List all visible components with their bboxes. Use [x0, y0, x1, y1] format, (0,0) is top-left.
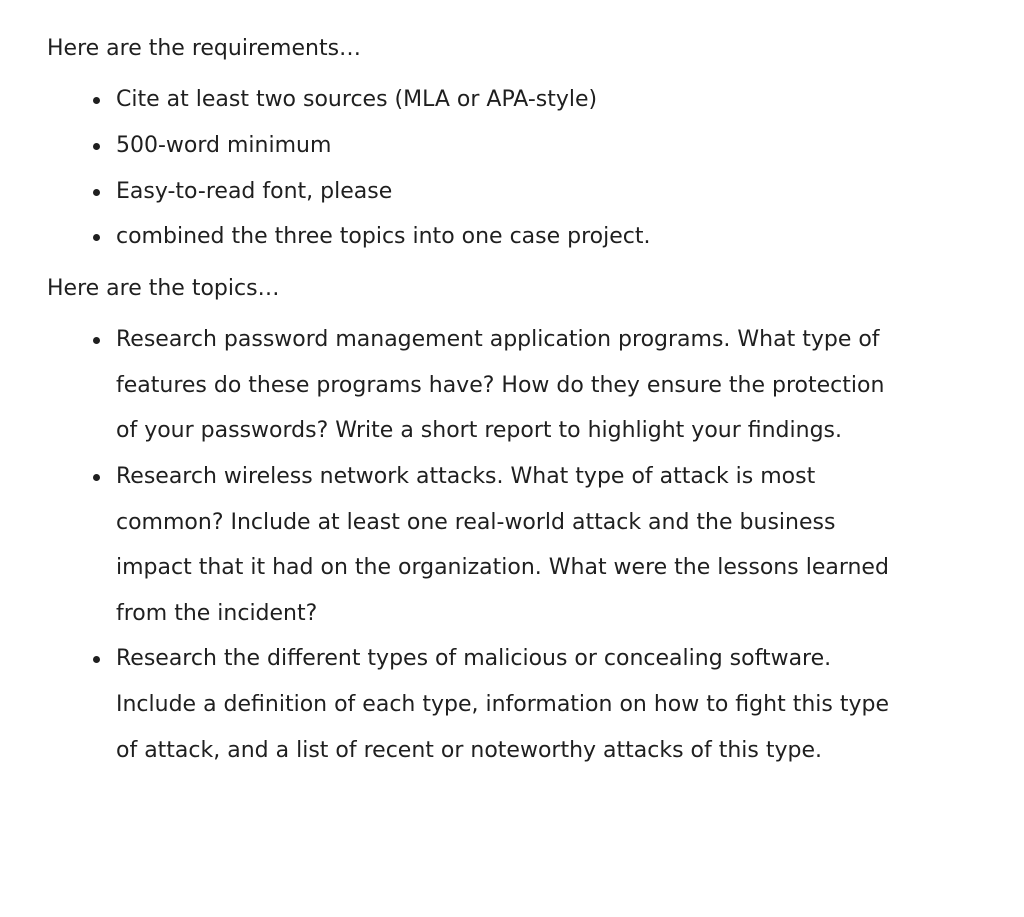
- list-item: [47, 77, 927, 123]
- bullet-icon: [93, 189, 100, 196]
- requirement-text: combined the three topics into one case project.: [116, 224, 651, 250]
- list-item: [47, 169, 927, 215]
- bullet-icon: [93, 656, 100, 663]
- bullet-icon: [93, 337, 100, 344]
- topic-text: Research wireless network attacks. What type of attack is most common? Include at least one real-world attack and the business impact that it had on the organization. What were the lessons learned from the incident?: [116, 463, 889, 626]
- requirement-text: Cite at least two sources (MLA or APA-style): [116, 87, 598, 112]
- requirements-heading: Here are the requirements…: [47, 36, 362, 61]
- bullet-icon: [93, 143, 100, 150]
- topics-list: [47, 317, 927, 773]
- topic-text: Research the different types of malicious or concealing software. Include a definition of each type, information on how to fight this type of attack, and a list of recent or noteworthy attacks of this type.: [116, 646, 889, 763]
- requirement-text: 500-word minimum: [116, 132, 332, 158]
- bullet-icon: [93, 97, 100, 104]
- list-item: [47, 636, 896, 773]
- bullet-icon: [93, 234, 100, 241]
- bullet-icon: [93, 474, 100, 481]
- list-item: [47, 214, 927, 260]
- list-item: [47, 454, 896, 636]
- list-item: [47, 317, 896, 454]
- topic-text: Research password management application programs. What type of features do these programs have? How do they ensure the protection of your passwords? Write a short report to highlight your findings.: [116, 327, 885, 444]
- topics-heading: Here are the topics…: [47, 276, 280, 302]
- list-item: [47, 123, 927, 169]
- requirements-list: [47, 77, 927, 260]
- requirement-text: Easy-to-read font, please: [116, 178, 393, 204]
